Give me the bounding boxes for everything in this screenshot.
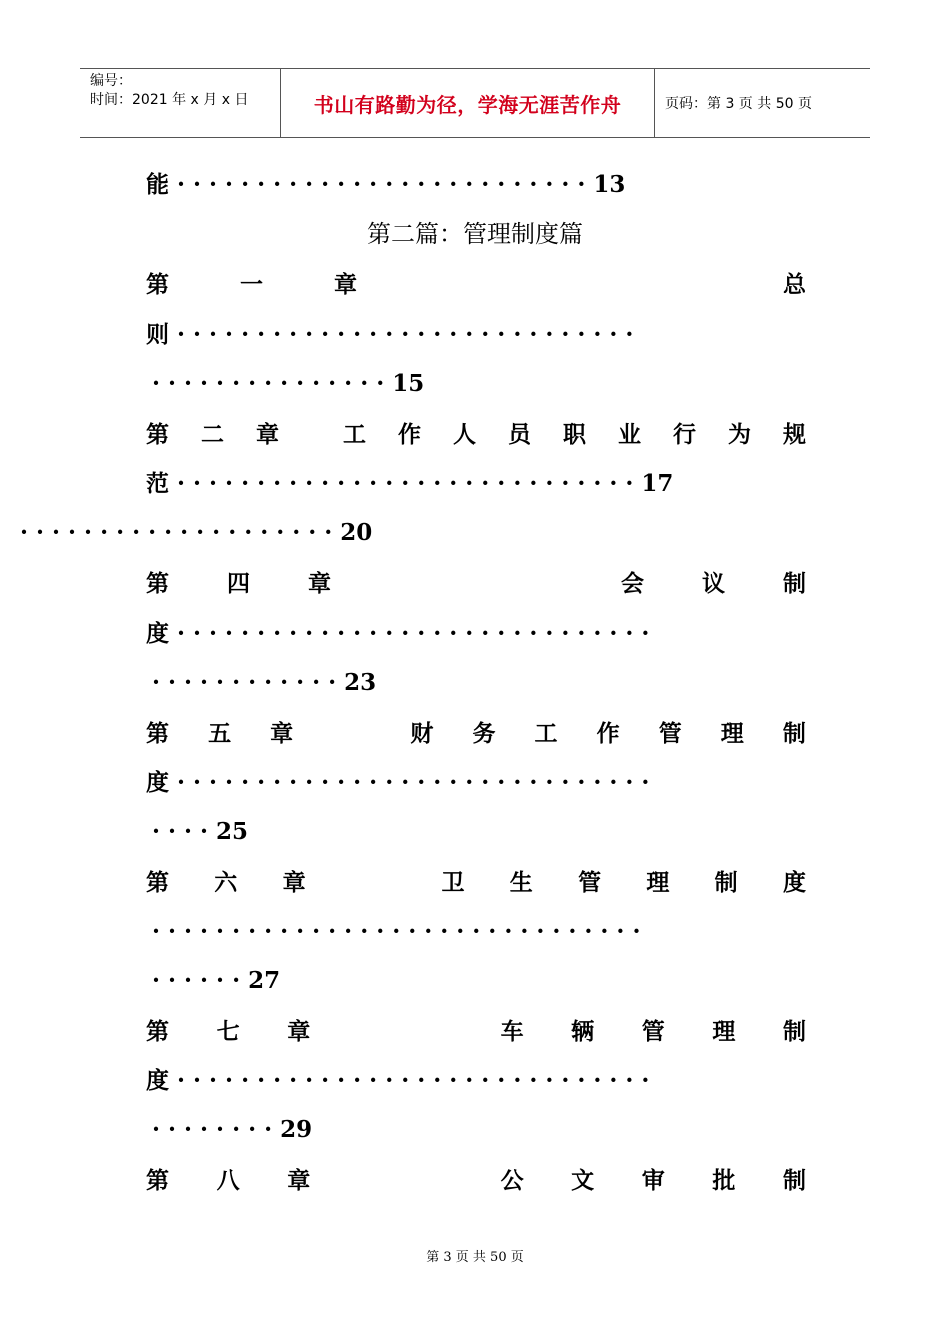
heading-char: 理 bbox=[712, 1018, 736, 1045]
heading-char: 文 bbox=[571, 1167, 595, 1194]
heading-char: 行 bbox=[673, 421, 696, 448]
heading-char: 四 bbox=[227, 570, 250, 597]
heading-char: 作 bbox=[596, 720, 620, 747]
heading-char: 六 bbox=[214, 869, 238, 896]
heading-char: 总 bbox=[783, 271, 806, 298]
toc-chapter-4-dots: 度 · · · · · · · · · · · · · · · · · · · · · · · · · · · · · · bbox=[146, 620, 650, 647]
heading-char: 第 bbox=[146, 421, 169, 448]
toc-chapter-1-page: · · · · · · · · · · · · · · · 15 bbox=[152, 370, 425, 397]
heading-char: 章 bbox=[256, 421, 279, 448]
heading-char: 制 bbox=[782, 1018, 806, 1045]
heading-char: 第 bbox=[146, 570, 169, 597]
heading-char: 管 bbox=[658, 720, 682, 747]
heading-char: 人 bbox=[453, 421, 476, 448]
header-page-info: 页码：第 3 页 共 50 页 bbox=[665, 96, 812, 112]
heading-char: 五 bbox=[208, 720, 232, 747]
heading-char: 工 bbox=[343, 421, 366, 448]
heading-char: 业 bbox=[618, 421, 641, 448]
toc-chapter-5-heading bbox=[146, 719, 806, 749]
heading-char: 一 bbox=[240, 271, 263, 298]
heading-char: 制 bbox=[782, 720, 806, 747]
heading-char: 七 bbox=[216, 1018, 240, 1045]
toc-chapter-2-heading bbox=[146, 420, 806, 450]
heading-char: 公 bbox=[500, 1167, 524, 1194]
toc-chapter-4-heading bbox=[146, 569, 806, 599]
heading-char: 卫 bbox=[441, 869, 465, 896]
heading-char: 第 bbox=[146, 1167, 169, 1194]
header-number-label: 编号： bbox=[90, 73, 132, 89]
heading-char: 议 bbox=[702, 570, 725, 597]
toc-chapter-3-page: · · · · · · · · · · · · · · · · · · · · 20 bbox=[20, 519, 373, 546]
section-title: 第二篇：管理制度篇 bbox=[367, 220, 583, 248]
heading-char: 章 bbox=[308, 570, 331, 597]
heading-char: 车 bbox=[500, 1018, 524, 1045]
heading-char: 二 bbox=[201, 421, 224, 448]
heading-char: 制 bbox=[783, 570, 806, 597]
heading-char: 理 bbox=[646, 869, 670, 896]
toc-chapter-7-heading bbox=[146, 1017, 806, 1047]
heading-char: 生 bbox=[509, 869, 533, 896]
heading-char: 制 bbox=[714, 869, 738, 896]
toc-chapter-8-heading bbox=[146, 1166, 806, 1196]
heading-char: 第 bbox=[146, 869, 169, 896]
page-header bbox=[80, 68, 870, 138]
toc-chapter-1-heading bbox=[146, 270, 806, 300]
heading-char: 章 bbox=[287, 1167, 311, 1194]
page-footer: 第 3 页 共 50 页 bbox=[426, 1250, 524, 1265]
heading-char: 作 bbox=[398, 421, 421, 448]
heading-char: 八 bbox=[216, 1167, 240, 1194]
heading-char: 批 bbox=[712, 1167, 736, 1194]
heading-char: 制 bbox=[782, 1167, 806, 1194]
toc-chapter-4-page: · · · · · · · · · · · · 23 bbox=[152, 669, 377, 696]
toc-chapter-7-dots: 度 · · · · · · · · · · · · · · · · · · · · · · · · · · · · · · bbox=[146, 1067, 650, 1094]
header-meta bbox=[80, 69, 281, 137]
heading-char: 章 bbox=[334, 271, 357, 298]
toc-chapter-2-dots: 范 · · · · · · · · · · · · · · · · · · · · · · · · · · · · · 17 bbox=[146, 470, 674, 497]
heading-char: 职 bbox=[563, 421, 586, 448]
heading-char: 章 bbox=[270, 720, 294, 747]
heading-char: 工 bbox=[534, 720, 558, 747]
header-date-label: 时间：2021 年 x 月 x 日 bbox=[90, 92, 249, 108]
toc-chapter-6-page: · · · · · · 27 bbox=[152, 967, 281, 994]
header-motto: 书山有路勤为径，学海无涯苦作舟 bbox=[281, 69, 655, 137]
heading-char: 章 bbox=[287, 1018, 311, 1045]
heading-char: 度 bbox=[782, 869, 806, 896]
heading-char: 审 bbox=[641, 1167, 665, 1194]
heading-char: 管 bbox=[578, 869, 602, 896]
heading-char: 第 bbox=[146, 271, 169, 298]
toc-chapter-5-page: · · · · 25 bbox=[152, 818, 249, 845]
heading-char: 会 bbox=[621, 570, 644, 597]
heading-char: 辆 bbox=[571, 1018, 595, 1045]
heading-char: 第 bbox=[146, 1018, 169, 1045]
toc-chapter-6-heading bbox=[146, 868, 806, 898]
toc-chapter-1-dots: 则 · · · · · · · · · · · · · · · · · · · · · · · · · · · · · bbox=[146, 321, 634, 348]
heading-char: 章 bbox=[282, 869, 306, 896]
heading-char: 为 bbox=[728, 421, 751, 448]
toc-line-ability: 能 · · · · · · · · · · · · · · · · · · · · · · · · · · 13 bbox=[146, 171, 626, 198]
toc-chapter-7-page: · · · · · · · · 29 bbox=[152, 1116, 313, 1143]
toc-chapter-5-dots: 度 · · · · · · · · · · · · · · · · · · · · · · · · · · · · · · bbox=[146, 769, 650, 796]
heading-char: 务 bbox=[472, 720, 496, 747]
heading-char: 第 bbox=[146, 720, 169, 747]
toc-chapter-6-dots: · · · · · · · · · · · · · · · · · · · · · · · · · · · · · · · bbox=[152, 918, 641, 945]
heading-char: 员 bbox=[508, 421, 531, 448]
heading-char: 财 bbox=[410, 720, 434, 747]
heading-char: 管 bbox=[641, 1018, 665, 1045]
heading-char: 理 bbox=[720, 720, 744, 747]
heading-char: 规 bbox=[783, 421, 806, 448]
